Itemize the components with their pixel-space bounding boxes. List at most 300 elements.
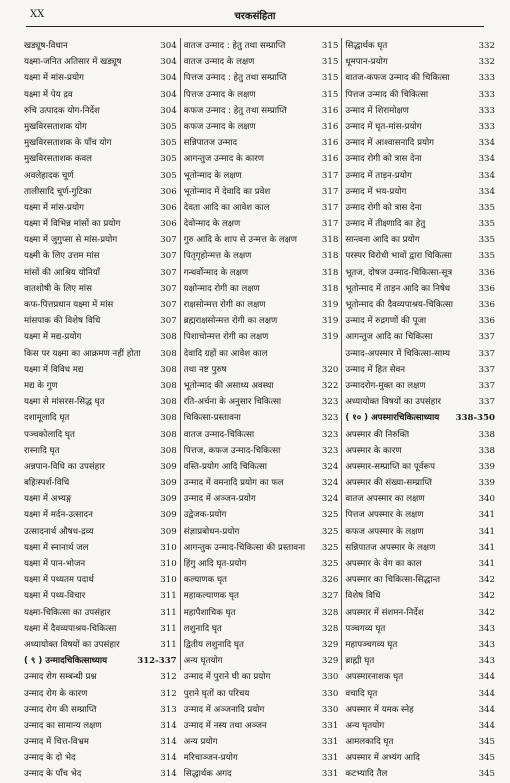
entry-page: 312-337 — [137, 656, 177, 667]
entry-title: मरिचाञ्जन-प्रयोग — [183, 753, 238, 764]
entry-page: 337 — [478, 364, 495, 375]
entry-title: विशेष विधि — [345, 591, 381, 602]
toc-entry — [24, 524, 180, 540]
toc-entry — [184, 297, 342, 313]
toc-entry — [184, 443, 342, 459]
toc-entry — [345, 329, 498, 345]
toc-entry — [24, 168, 180, 184]
toc-entry — [184, 734, 342, 750]
entry-title: वातज-कफज उन्माद की चिकित्सा — [345, 73, 450, 84]
entry-title: ( १० ) अपस्मारचिकित्साध्याय — [345, 413, 440, 424]
entry-page: 308 — [160, 348, 177, 359]
entry-title: उन्माद में ताड़न-प्रयोग — [345, 170, 412, 181]
entry-page: 315 — [321, 73, 339, 84]
toc-entry — [184, 588, 342, 604]
toc-entry — [184, 232, 342, 248]
entry-title: अन्य घृतयोग — [345, 720, 385, 731]
toc-entry — [184, 70, 342, 86]
entry-page: 336 — [478, 316, 495, 327]
entry-title: हिंगु आदि घृत-प्रयोग — [183, 559, 247, 569]
entry-page: 339 — [478, 478, 495, 489]
toc-entry — [345, 362, 498, 378]
toc-entry — [345, 540, 498, 556]
entry-title: मांसपाक की विशेष विधि — [24, 316, 101, 327]
entry-title: गन्धर्वोन्माद के लक्षण — [183, 267, 249, 278]
entry-page: 324 — [321, 461, 339, 472]
entry-title: कफज अपस्मार के लक्षण — [345, 526, 424, 537]
toc-entry — [184, 750, 342, 766]
entry-page: 337 — [478, 397, 495, 408]
entry-page: 337 — [478, 348, 495, 359]
toc-entry — [24, 540, 180, 556]
entry-page: 308 — [160, 429, 177, 440]
entry-title: वातज उन्माद-चिकित्सा — [183, 429, 255, 440]
entry-page: 304 — [160, 105, 177, 116]
toc-entry — [24, 718, 180, 734]
toc-entry — [345, 443, 498, 459]
entry-page: 316 — [321, 105, 339, 116]
entry-title: पिशाचोन्मत्त रोगी का लक्षण — [183, 332, 269, 343]
entry-page: 325 — [321, 526, 339, 537]
toc-entry — [184, 394, 342, 410]
entry-title: भूतोन्माद की असाध्य अवस्था — [183, 380, 274, 391]
toc-entry — [184, 248, 342, 264]
entry-page: 334 — [478, 138, 495, 149]
toc-entry — [184, 362, 342, 378]
header-rule — [26, 26, 484, 27]
entry-title: सन्निपातज उन्माद — [183, 138, 238, 149]
page-number: XX — [30, 9, 45, 20]
toc-entry — [184, 135, 342, 151]
toc-entry — [184, 459, 342, 475]
entry-title: यक्षोन्माद रोगी का लक्षण — [183, 283, 260, 294]
entry-page: 319 — [321, 316, 339, 327]
entry-page: 306 — [160, 202, 177, 213]
contents-column-1 — [24, 38, 180, 780]
entry-page: 343 — [478, 656, 495, 667]
toc-entry — [24, 87, 180, 103]
entry-page: 337 — [478, 380, 495, 391]
entry-page: 329 — [321, 639, 339, 650]
toc-entry — [24, 313, 180, 329]
entry-title: कटभ्यादि तैल — [345, 769, 388, 780]
toc-entry — [345, 38, 498, 54]
toc-entry — [184, 427, 342, 443]
entry-title: अपस्मार का चिकित्सा-सिद्धान्त — [345, 575, 441, 586]
entry-page: 309 — [160, 478, 177, 489]
entry-title: देवोन्माद के लक्षण — [183, 219, 241, 230]
toc-entry — [24, 232, 180, 248]
toc-entry — [345, 297, 498, 313]
entry-page: 314 — [160, 753, 177, 764]
entry-title: उत्सादनार्थ औषध-द्रव्य — [24, 526, 94, 537]
entry-page: 327 — [321, 591, 339, 602]
toc-entry — [345, 734, 498, 750]
entry-title: पितृगृहोन्मत्त के लक्षण — [183, 251, 252, 262]
entry-page: 323 — [321, 413, 339, 424]
entry-title: उन्माद में पुराने घी का प्रयोग — [183, 672, 271, 683]
entry-title: खड्यूष-विधान — [24, 41, 68, 51]
entry-page: 337 — [478, 332, 495, 343]
entry-title: उन्माद के दो भेद — [24, 753, 76, 764]
toc-entry — [345, 87, 498, 103]
entry-page: 307 — [160, 267, 177, 278]
entry-title: रति-अर्चना के अनुसार चिकित्सा — [183, 397, 282, 408]
entry-page: 342 — [478, 575, 495, 586]
entry-title: वचादि घृत — [345, 688, 378, 699]
entry-page: 333 — [478, 73, 495, 84]
entry-title: पञ्चकोलादि घृत — [24, 429, 75, 440]
entry-page: 324 — [321, 478, 339, 489]
toc-entry — [184, 475, 342, 491]
toc-entry — [345, 427, 498, 443]
entry-title: बहिःस्पर्श-विधि — [24, 478, 70, 489]
toc-entry — [345, 459, 498, 475]
toc-entry — [184, 119, 342, 135]
toc-entry — [345, 54, 498, 70]
entry-page: 322 — [321, 380, 339, 391]
entry-page: 332 — [478, 41, 495, 51]
entry-title: उन्माद में रुद्रगणों की पूजा — [345, 316, 427, 327]
toc-entry — [24, 702, 180, 718]
entry-page: 335 — [478, 251, 495, 262]
entry-title: उन्माद रोग की सम्प्राप्ति — [24, 704, 97, 715]
toc-entry — [184, 216, 342, 232]
entry-title: आगन्तुज आदि का चिकित्सा — [345, 332, 433, 343]
entry-title: अपस्मार के वेग का काल — [345, 559, 422, 569]
entry-title: यक्ष्मा में पथ्यतम पदार्थ — [24, 575, 94, 586]
entry-page: 341 — [478, 510, 495, 521]
entry-page: 312 — [160, 688, 177, 699]
entry-page: 341 — [478, 526, 495, 537]
entry-page: 344 — [478, 688, 495, 699]
entry-title: उन्माद रोग सम्बन्धी प्रश्न — [24, 672, 97, 683]
toc-entry — [345, 605, 498, 621]
toc-entry — [345, 119, 498, 135]
entry-title: संज्ञाप्रबोधन-प्रयोग — [183, 526, 240, 537]
toc-entry — [184, 621, 342, 637]
entry-title: महापैशाचिक घृत — [183, 607, 236, 618]
toc-entry — [24, 70, 180, 86]
entry-title: अपस्मार में यमक स्नेह — [345, 704, 414, 715]
toc-entry — [24, 766, 180, 782]
entry-title: उन्माद में चित्त-विभ्रम — [24, 737, 89, 748]
toc-entry — [345, 70, 498, 86]
entry-page: 320 — [321, 364, 339, 375]
entry-title: मुखविरसताशक योग — [24, 121, 87, 132]
entry-page: 313 — [160, 704, 177, 715]
entry-title: अपस्मार-सम्प्राप्ति का पूर्वरूप — [345, 461, 436, 472]
entry-page: 323 — [321, 397, 339, 408]
entry-title: मांसों की आश्रिय योनियाँ — [24, 267, 100, 278]
toc-entry — [184, 281, 342, 297]
entry-page: 311 — [160, 607, 177, 618]
entry-title: कफज उन्माद : हेतु तथा सम्प्राप्ति — [183, 105, 287, 116]
toc-entry — [24, 297, 180, 313]
entry-page: 304 — [160, 73, 177, 84]
toc-entry — [24, 427, 180, 443]
toc-entry — [345, 637, 498, 653]
entry-page: 330 — [321, 688, 339, 699]
entry-page: 317 — [321, 186, 339, 197]
contents-column-3 — [341, 38, 498, 780]
entry-title: सिद्धार्थक अगद — [183, 769, 232, 780]
entry-title: कल्याणक घृत — [183, 575, 227, 586]
entry-title: पञ्चगव्य घृत — [345, 623, 386, 634]
entry-page: 341 — [478, 542, 495, 553]
toc-entry — [345, 216, 498, 232]
entry-page: 305 — [160, 121, 177, 132]
entry-title: देवादि ग्रहों का आवेश काल — [183, 348, 268, 359]
toc-entry — [184, 524, 342, 540]
entry-page: 345 — [478, 737, 495, 748]
entry-page: 330 — [321, 704, 339, 715]
toc-entry — [24, 265, 180, 281]
entry-page: 342 — [478, 607, 495, 618]
entry-page: 314 — [160, 720, 177, 731]
entry-title: मुखविरसताशक कवल — [24, 154, 93, 165]
entry-page: 340 — [478, 494, 495, 505]
toc-entry — [184, 605, 342, 621]
entry-title: पित्तज, कफज उन्माद-चिकित्सा — [183, 445, 281, 456]
entry-title: यक्ष्मा में अभ्यङ्ग — [24, 494, 72, 505]
entry-page: 333 — [478, 89, 495, 100]
entry-title: यक्ष्मा-चिकित्सा का उपसंहार — [24, 607, 111, 618]
entry-page: 328 — [321, 623, 339, 634]
entry-title: यक्ष्मा में मद्य-प्रयोग — [24, 332, 82, 343]
entry-page: 308 — [160, 364, 177, 375]
toc-entry — [24, 588, 180, 604]
toc-entry — [184, 329, 342, 345]
toc-entry — [24, 329, 180, 345]
toc-entry — [345, 168, 498, 184]
entry-title: ( ९ ) उन्मादचिकित्साध्याय — [24, 656, 108, 667]
entry-page: 304 — [160, 89, 177, 100]
entry-title: यक्ष्मा में पान-भोजन — [24, 559, 86, 569]
entry-page: 338-350 — [455, 413, 495, 424]
toc-entry — [184, 702, 342, 718]
entry-title: अध्यायोक्त विषयों का उपसंहार — [345, 397, 441, 408]
toc-entry — [345, 653, 498, 669]
entry-title: भूतोन्माद में ताड़न आदि का निषेध — [345, 283, 451, 294]
entry-page: 334 — [478, 186, 495, 197]
toc-entry — [345, 265, 498, 281]
entry-title: यक्ष्मा-जनित अतिसार में खड्यूष — [24, 57, 122, 68]
toc-entry — [24, 200, 180, 216]
entry-page: 309 — [160, 461, 177, 472]
entry-page: 335 — [478, 202, 495, 213]
entry-page: 344 — [478, 720, 495, 731]
entry-page: 310 — [160, 575, 177, 586]
entry-page: 311 — [160, 639, 177, 650]
entry-page: 323 — [321, 429, 339, 440]
entry-title: पित्तज उन्माद की चिकित्सा — [345, 89, 429, 100]
entry-title: उन्माद का सामान्य लक्षण — [24, 720, 102, 731]
entry-page: 336 — [478, 283, 495, 294]
toc-entry — [345, 621, 498, 637]
toc-entry — [24, 151, 180, 167]
entry-page: 309 — [160, 526, 177, 537]
toc-entry — [345, 686, 498, 702]
entry-title: भूतोन्माद के लक्षण — [183, 170, 242, 181]
toc-entry — [184, 556, 342, 572]
entry-title: परस्पर विरोधी भावों द्वारा चिकित्सा — [345, 251, 452, 262]
toc-entry — [184, 265, 342, 281]
entry-title: अपस्मार की संख्या-सम्प्राप्ति — [345, 478, 432, 489]
toc-entry — [184, 168, 342, 184]
entry-title: सन्निपातज अपस्मार के लक्षण — [345, 542, 436, 553]
toc-entry — [24, 410, 180, 426]
entry-page: 317 — [321, 219, 339, 230]
toc-entry — [24, 54, 180, 70]
entry-page: 317 — [321, 202, 339, 213]
toc-entry — [24, 184, 180, 200]
entry-title: अन्य घृतयोग — [183, 656, 223, 667]
entry-page: 334 — [478, 154, 495, 165]
entry-page: 323 — [321, 445, 339, 456]
entry-title: उन्माद के पाँच भेद — [24, 769, 82, 780]
entry-title: उन्माद में भय-प्रयोग — [345, 186, 407, 197]
toc-entry — [345, 718, 498, 734]
toc-entry — [24, 686, 180, 702]
toc-entry — [184, 507, 342, 523]
entry-title: अपस्मार में अभ्यंग आदि — [345, 753, 420, 764]
toc-entry — [184, 540, 342, 556]
toc-entry — [345, 750, 498, 766]
entry-page: 305 — [160, 170, 177, 181]
entry-page: 315 — [321, 57, 339, 68]
entry-title: मद्य के गुण — [24, 380, 58, 391]
entry-page: 307 — [160, 235, 177, 246]
entry-page: 336 — [478, 267, 495, 278]
entry-title: महाकल्याणक घृत — [183, 591, 239, 602]
toc-entry — [345, 378, 498, 394]
entry-page: 325 — [321, 542, 339, 553]
entry-page: 307 — [160, 316, 177, 327]
entry-page: 304 — [160, 57, 177, 68]
toc-entry — [184, 38, 342, 54]
entry-title: अध्यायोक्त विषयों का उपसंहार — [24, 639, 120, 650]
entry-title: भूतोन्माद की दैवव्यपाश्रय-चिकित्सा — [345, 300, 453, 310]
entry-page: 329 — [321, 656, 339, 667]
entry-title: उन्माद में वमनादि प्रयोग का फल — [183, 478, 284, 489]
entry-title: धूमपान-प्रयोग — [345, 57, 388, 68]
entry-title: उन्माद में तीक्ष्णादि का हेतु — [345, 219, 426, 230]
entry-title: यक्ष्मा में दैवव्यपाश्रय-चिकित्सा — [24, 623, 117, 634]
page-header — [0, 0, 510, 28]
entry-page: 305 — [160, 154, 177, 165]
toc-entry — [24, 750, 180, 766]
entry-page: 314 — [160, 769, 177, 780]
toc-entry — [24, 378, 180, 394]
entry-title: देवता आदि का आवेश काल — [183, 202, 270, 213]
entry-page: 336 — [478, 300, 495, 310]
chapter-heading — [345, 410, 498, 426]
entry-title: राक्षसोन्मत्त रोगी का लक्षण — [183, 300, 266, 310]
entry-title: कफज उन्माद के लक्षण — [183, 121, 256, 132]
entry-page: 335 — [478, 235, 495, 246]
toc-entry — [184, 718, 342, 734]
toc-entry — [184, 491, 342, 507]
toc-entry — [345, 702, 498, 718]
entry-page: 307 — [160, 251, 177, 262]
entry-title: आगन्तुज उन्माद के कारण — [183, 154, 264, 165]
toc-entry — [345, 135, 498, 151]
entry-title: महापञ्चगव्य घृत — [345, 639, 398, 650]
entry-page: 308 — [160, 380, 177, 391]
entry-page: 304 — [160, 41, 177, 51]
toc-entry — [184, 637, 342, 653]
entry-page: 331 — [321, 737, 339, 748]
entry-page: 316 — [321, 154, 339, 165]
toc-entry — [184, 87, 342, 103]
toc-entry — [24, 248, 180, 264]
entry-page: 315 — [321, 89, 339, 100]
toc-entry — [184, 669, 342, 685]
entry-title: उन्माद में हित सेवन — [345, 364, 406, 375]
entry-page: 332 — [478, 57, 495, 68]
entry-page: 318 — [321, 235, 339, 246]
entry-page: 331 — [321, 769, 339, 780]
entry-title: यक्ष्मा में मांस-प्रयोग — [24, 202, 84, 213]
entry-page: 333 — [478, 121, 495, 132]
entry-title: यक्ष्मा में जुगुप्सा से मांस-प्रयोग — [24, 235, 118, 246]
entry-page: 315 — [321, 41, 339, 51]
entry-page: 344 — [478, 672, 495, 683]
toc-entry — [24, 119, 180, 135]
entry-page: 330 — [321, 672, 339, 683]
entry-title: वस्ति-प्रयोग आदि चिकित्सा — [183, 461, 267, 472]
entry-title: उन्माद रोगी को त्रास देना — [345, 154, 422, 165]
entry-page: 318 — [321, 267, 339, 278]
entry-title: उन्माद में नस्य तथा अञ्जन — [183, 720, 267, 731]
entry-page: 326 — [321, 575, 339, 586]
entry-page: 333 — [478, 105, 495, 116]
entry-page: 318 — [321, 251, 339, 262]
entry-page: 338 — [478, 429, 495, 440]
entry-page: 319 — [321, 332, 339, 343]
entry-page: 307 — [160, 300, 177, 310]
entry-title: सान्त्वना आदि का प्रयोग — [345, 235, 420, 246]
entry-page: 310 — [160, 559, 177, 569]
entry-title: उन्माद में आश्वासनादि प्रयोग — [345, 138, 435, 149]
entry-title: अपस्मार में संशमन-निर्देश — [345, 607, 424, 618]
contents-column-2 — [180, 38, 342, 780]
entry-page: 316 — [321, 138, 339, 149]
toc-entry — [184, 572, 342, 588]
entry-title: वातज उन्माद के लक्षण — [183, 57, 255, 68]
toc-entry — [184, 200, 342, 216]
toc-entry — [24, 507, 180, 523]
entry-title: अवलेहादक चूर्ण — [24, 170, 74, 181]
entry-title: पित्तज उन्माद : हेतु तथा सम्प्राप्ति — [183, 73, 287, 84]
entry-page: 317 — [321, 170, 339, 181]
entry-page: 311 — [160, 623, 177, 634]
entry-title: यक्ष्मा में मर्दन-उत्सादन — [24, 510, 93, 521]
toc-entry — [184, 151, 342, 167]
toc-entry — [345, 313, 498, 329]
toc-entry — [184, 54, 342, 70]
entry-page: 334 — [478, 170, 495, 181]
entry-title: किस पर यक्ष्मा का आक्रमण नहीं होता — [24, 348, 141, 359]
entry-page: 312 — [160, 672, 177, 683]
entry-title: ब्राह्मी घृत — [345, 656, 375, 667]
entry-title: सिद्धार्थक घृत — [345, 41, 388, 51]
entry-title: भूतोन्माद में देवादि का प्रवेश — [183, 186, 271, 197]
toc-entry — [24, 443, 180, 459]
entry-title: यक्ष्मा में विभिन्न मांसों का प्रयोग — [24, 219, 121, 230]
toc-entry — [345, 524, 498, 540]
